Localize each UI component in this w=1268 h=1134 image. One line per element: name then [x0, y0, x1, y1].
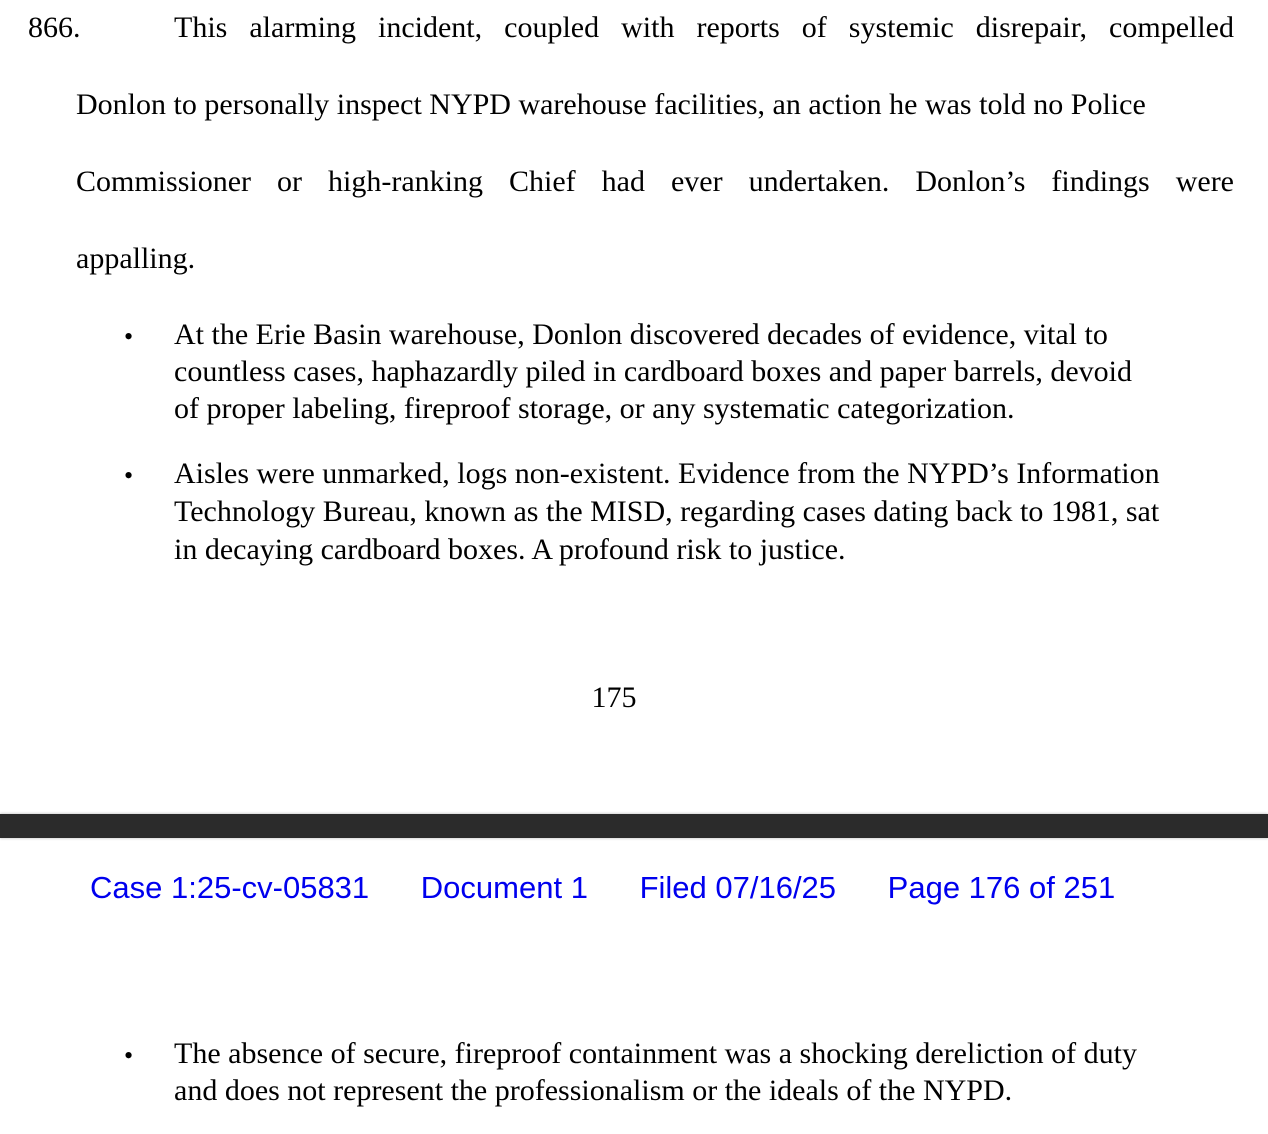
- bullet-line: of proper labeling, fireproof storage, or any systematic categorization.: [174, 392, 1015, 425]
- bullet-dot-icon: •: [124, 461, 134, 490]
- bullet-line: Technology Bureau, known as the MISD, regarding cases dating back to 1981, sat: [174, 495, 1160, 528]
- case-header: [90, 868, 1115, 908]
- bullet-line: The absence of secure, fireproof containment was a shocking dereliction of duty: [174, 1037, 1137, 1070]
- paragraph-line: Commissioner or high-ranking Chief had ever undertaken. Donlon’s findings were: [76, 165, 1234, 198]
- bullet-dot-icon: •: [124, 322, 134, 351]
- bullet-line: countless cases, haphazardly piled in cardboard boxes and paper barrels, devoid: [174, 355, 1132, 388]
- page-break-divider: [0, 814, 1268, 838]
- document-number: Document 1: [420, 870, 588, 905]
- bullet-line: and does not represent the professionalism or the ideals of the NYPD.: [174, 1074, 1013, 1107]
- page-count: Page 176 of 251: [887, 870, 1116, 905]
- filed-date: Filed 07/16/25: [639, 870, 837, 905]
- bullet-dot-icon: •: [124, 1041, 134, 1070]
- paragraph-number: 866.: [28, 11, 81, 44]
- paragraph-line: This alarming incident, coupled with reports of systemic disrepair, compelled: [174, 11, 1234, 44]
- bullet-line: Aisles were unmarked, logs non-existent. Evidence from the NYPD’s Information: [174, 457, 1160, 490]
- paragraph-line: Donlon to personally inspect NYPD warehouse facilities, an action he was told no Police: [76, 88, 1146, 121]
- page-number: 175: [591, 681, 637, 714]
- bullet-line: in decaying cardboard boxes. A profound risk to justice.: [174, 533, 846, 566]
- paragraph-line: appalling.: [76, 242, 196, 275]
- bullet-line: At the Erie Basin warehouse, Donlon discovered decades of evidence, vital to: [174, 318, 1108, 351]
- case-number: Case 1:25-cv-05831: [90, 870, 370, 905]
